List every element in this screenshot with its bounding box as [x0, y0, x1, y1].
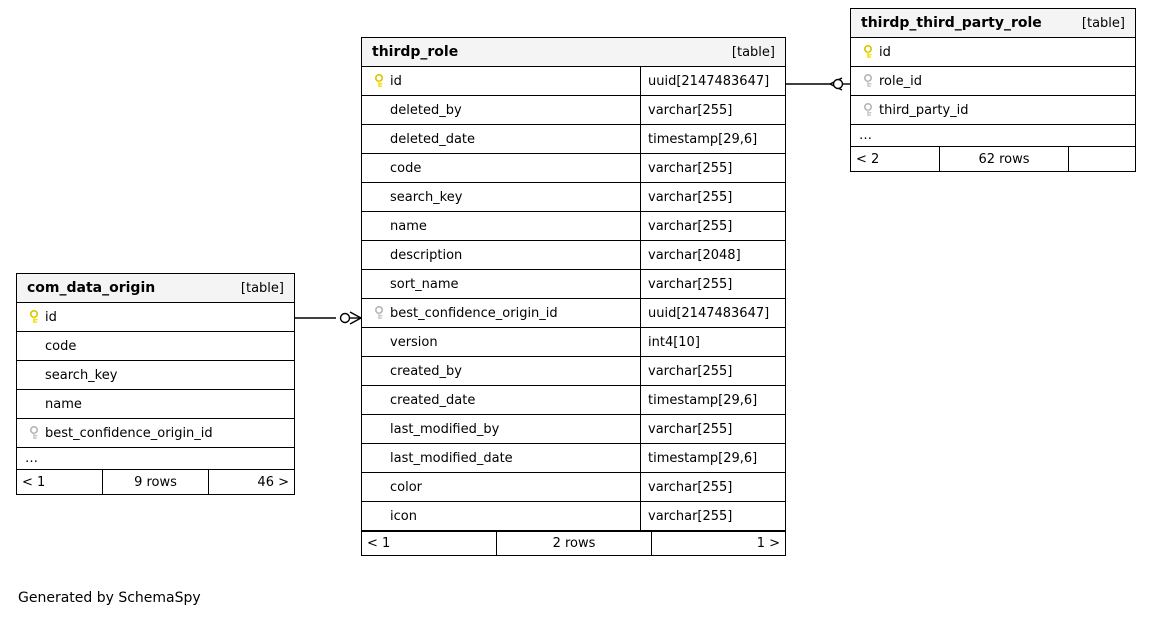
- column-search_key: [362, 183, 640, 211]
- table-thirdp_role-tag: [table]: [731, 44, 775, 60]
- table-row[interactable]: [17, 419, 294, 448]
- table-row[interactable]: [851, 96, 1135, 125]
- table-row[interactable]: [362, 502, 785, 531]
- column-type: varchar[255]: [640, 502, 785, 530]
- column-name: [362, 212, 640, 240]
- column-created_date: [362, 386, 640, 414]
- column-type: varchar[2048]: [640, 241, 785, 269]
- foreign-key-icon: [859, 96, 877, 124]
- column-version: [362, 328, 640, 356]
- table-thirdp_third_party_role-name: thirdp_third_party_role: [861, 15, 1042, 31]
- table-row[interactable]: [362, 299, 785, 328]
- no-key-spacer: [370, 183, 388, 211]
- column-name: deleted_by: [390, 102, 462, 118]
- column-icon: [362, 502, 640, 530]
- no-key-spacer: [370, 241, 388, 269]
- table-thirdp_third_party_role-tag: [table]: [1081, 15, 1125, 31]
- table-row[interactable]: [362, 415, 785, 444]
- column-code: [362, 154, 640, 182]
- column-sort_name: [362, 270, 640, 298]
- table-row[interactable]: [362, 125, 785, 154]
- table-row[interactable]: [17, 332, 294, 361]
- footer-prev-page[interactable]: < 1: [362, 532, 497, 555]
- column-description: [362, 241, 640, 269]
- no-key-spacer: [25, 361, 43, 389]
- table-thirdp_third_party_role-footer: [851, 147, 1135, 171]
- table-row[interactable]: [17, 303, 294, 332]
- table-com_data_origin-footer: [17, 470, 294, 494]
- column-last_modified_date: [362, 444, 640, 472]
- primary-key-icon: [25, 303, 43, 331]
- column-name: search_key: [45, 367, 118, 383]
- table-thirdp_role-footer: [362, 531, 785, 555]
- table-row[interactable]: [851, 67, 1135, 96]
- table-thirdp_third_party_role-header: [851, 9, 1135, 38]
- column-role_id: [851, 67, 1135, 95]
- column-search_key: [17, 361, 294, 389]
- column-name: version: [390, 334, 438, 350]
- no-key-spacer: [370, 502, 388, 530]
- column-type: varchar[255]: [640, 473, 785, 501]
- table-row[interactable]: [851, 38, 1135, 67]
- column-type: varchar[255]: [640, 415, 785, 443]
- more-columns-indicator: …: [851, 125, 1135, 147]
- column-type: varchar[255]: [640, 212, 785, 240]
- table-row[interactable]: [362, 154, 785, 183]
- column-name: id: [45, 309, 57, 325]
- no-key-spacer: [370, 473, 388, 501]
- footer-prev-page[interactable]: < 1: [17, 470, 103, 494]
- column-name: id: [879, 44, 891, 60]
- column-name: icon: [390, 508, 417, 524]
- column-type: uuid[2147483647]: [640, 299, 785, 327]
- table-thirdp_third_party_role[interactable]: [850, 8, 1136, 172]
- column-name: description: [390, 247, 463, 263]
- column-type: timestamp[29,6]: [640, 125, 785, 153]
- table-row[interactable]: [362, 96, 785, 125]
- no-key-spacer: [370, 444, 388, 472]
- column-name: code: [45, 338, 77, 354]
- foreign-key-icon: [370, 299, 388, 327]
- column-id: [362, 67, 640, 95]
- no-key-spacer: [370, 357, 388, 385]
- column-name: id: [390, 73, 402, 89]
- no-key-spacer: [370, 415, 388, 443]
- column-type: varchar[255]: [640, 270, 785, 298]
- footer-prev-page[interactable]: < 2: [851, 147, 940, 171]
- table-com_data_origin[interactable]: [16, 273, 295, 495]
- foreign-key-icon: [25, 419, 43, 447]
- column-type: uuid[2147483647]: [640, 67, 785, 95]
- table-row[interactable]: [362, 241, 785, 270]
- column-name: role_id: [879, 73, 922, 89]
- no-key-spacer: [370, 125, 388, 153]
- column-color: [362, 473, 640, 501]
- column-name: last_modified_by: [390, 421, 500, 437]
- table-row[interactable]: [362, 357, 785, 386]
- column-name: sort_name: [390, 276, 459, 292]
- footer-row-count: 9 rows: [103, 470, 209, 494]
- footer-next-page[interactable]: 1 >: [756, 536, 780, 551]
- foreign-key-icon: [859, 67, 877, 95]
- column-name: created_by: [390, 363, 462, 379]
- table-row[interactable]: [362, 270, 785, 299]
- column-name: best_confidence_origin_id: [390, 305, 558, 321]
- column-name: last_modified_date: [390, 450, 513, 466]
- column-deleted_date: [362, 125, 640, 153]
- column-name: search_key: [390, 189, 463, 205]
- generated-by-label: Generated by SchemaSpy: [18, 590, 201, 606]
- column-name: created_date: [390, 392, 476, 408]
- no-key-spacer: [370, 386, 388, 414]
- table-row[interactable]: [362, 473, 785, 502]
- no-key-spacer: [370, 212, 388, 240]
- no-key-spacer: [370, 270, 388, 298]
- column-name: color: [390, 479, 423, 495]
- column-id: [851, 38, 1135, 66]
- column-last_modified_by: [362, 415, 640, 443]
- column-name: third_party_id: [879, 102, 969, 118]
- no-key-spacer: [370, 154, 388, 182]
- column-created_by: [362, 357, 640, 385]
- column-type: int4[10]: [640, 328, 785, 356]
- no-key-spacer: [25, 390, 43, 418]
- table-com_data_origin-header: [17, 274, 294, 303]
- table-row[interactable]: [362, 386, 785, 415]
- table-com_data_origin-name: com_data_origin: [27, 280, 156, 296]
- table-com_data_origin-tag: [table]: [240, 280, 284, 296]
- table-row[interactable]: [362, 328, 785, 357]
- column-best_confidence_origin_id: [362, 299, 640, 327]
- table-row[interactable]: [17, 390, 294, 419]
- column-type: varchar[255]: [640, 183, 785, 211]
- column-type: timestamp[29,6]: [640, 444, 785, 472]
- column-name: [17, 390, 294, 418]
- more-columns-indicator: …: [17, 448, 294, 470]
- crowfoot-third-party-role: [830, 78, 842, 90]
- footer-row-count: 62 rows: [940, 147, 1069, 171]
- no-key-spacer: [370, 328, 388, 356]
- table-row[interactable]: [17, 361, 294, 390]
- column-type: varchar[255]: [640, 154, 785, 182]
- column-name: code: [390, 160, 422, 176]
- footer-row-count: 2 rows: [497, 532, 652, 555]
- column-name: deleted_date: [390, 131, 476, 147]
- connector-circle-origin: [341, 314, 350, 323]
- primary-key-icon: [859, 38, 877, 66]
- column-code: [17, 332, 294, 360]
- column-best_confidence_origin_id: [17, 419, 294, 447]
- table-row[interactable]: [362, 212, 785, 241]
- column-deleted_by: [362, 96, 640, 124]
- crowfoot-origin: [350, 312, 361, 324]
- column-id: [17, 303, 294, 331]
- table-thirdp_role[interactable]: [361, 37, 786, 556]
- primary-key-icon: [370, 67, 388, 95]
- footer-next-page[interactable]: 46 >: [257, 474, 289, 490]
- connector-circle-third-party-role: [834, 80, 843, 89]
- table-row[interactable]: [362, 183, 785, 212]
- no-key-spacer: [25, 332, 43, 360]
- table-row[interactable]: [362, 67, 785, 96]
- no-key-spacer: [370, 96, 388, 124]
- footer-next-page[interactable]: [1069, 147, 1135, 171]
- table-thirdp_role-name: thirdp_role: [372, 44, 459, 60]
- column-name: name: [390, 218, 427, 234]
- column-type: varchar[255]: [640, 96, 785, 124]
- column-third_party_id: [851, 96, 1135, 124]
- table-thirdp_role-header: [362, 38, 785, 67]
- table-row[interactable]: [362, 444, 785, 473]
- column-type: timestamp[29,6]: [640, 386, 785, 414]
- column-name: best_confidence_origin_id: [45, 425, 213, 441]
- column-type: varchar[255]: [640, 357, 785, 385]
- column-name: name: [45, 396, 82, 412]
